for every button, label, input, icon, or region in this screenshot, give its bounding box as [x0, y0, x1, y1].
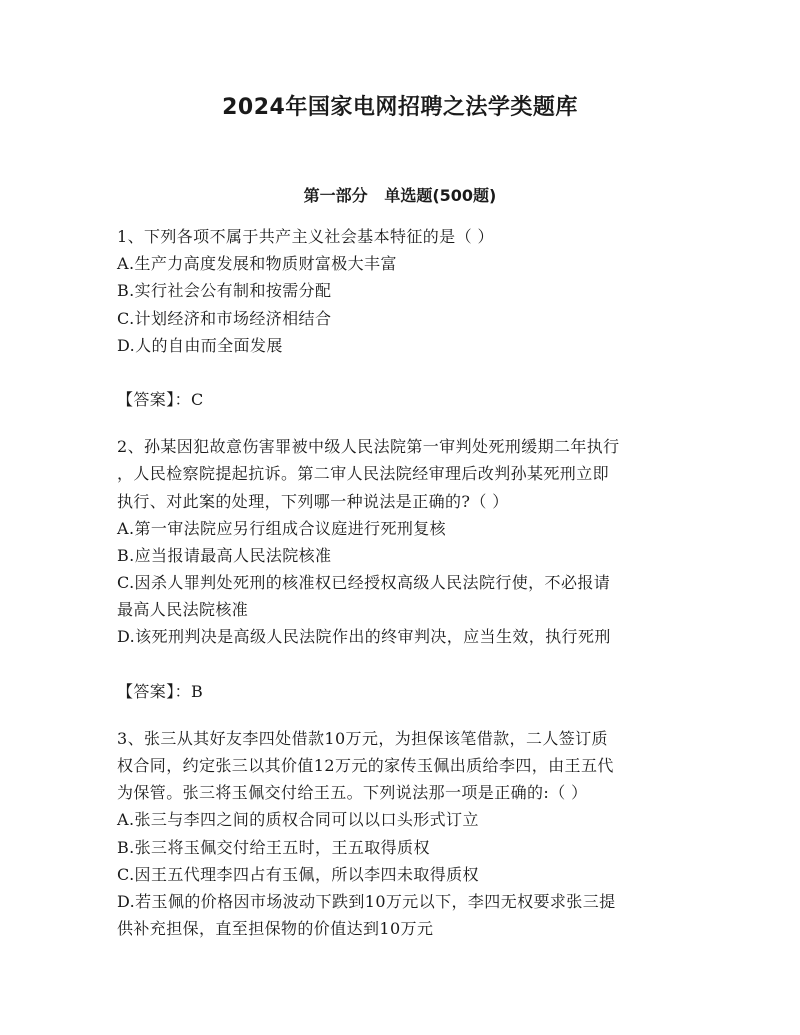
option-c: C.因杀人罪判处死刑的核准权已经授权高级人民法院行使，不必报请 — [117, 573, 611, 593]
option-c: C.计划经济和市场经济相结合 — [117, 308, 332, 328]
question-2 — [117, 433, 683, 725]
question-stem-line: 3、张三从其好友李四处借款10万元，为担保该笔借款，二人签订质 — [117, 728, 608, 748]
question-1 — [117, 223, 683, 433]
question-stem-line: 1、下列各项不属于共产主义社会基本特征的是（ ） — [117, 227, 494, 246]
option-c: C.因王五代理李四占有玉佩，所以李四未取得质权 — [117, 864, 479, 884]
question-stem-line: 执行、对此案的处理，下列哪一种说法是正确的?（ ） — [117, 491, 509, 511]
option-a: A.第一审法院应另行组成合议庭进行死刑复核 — [117, 518, 447, 538]
question-stem-line: ，人民检察院提起抗诉。第二审人民法院经审理后改判孙某死刑立即 — [117, 464, 610, 484]
option-a: A.生产力高度发展和物质财富极大丰富 — [117, 254, 397, 274]
question-list — [117, 223, 683, 942]
answer-label: 【答案】：C — [117, 389, 204, 409]
page-title: 2024年国家电网招聘之法学类题库 — [222, 95, 578, 120]
option-b: B.应当报请最高人民法院核准 — [117, 545, 332, 565]
option-b: B.张三将玉佩交付给王五时，王五取得质权 — [117, 837, 430, 857]
question-3 — [117, 725, 683, 943]
option-b: B.实行社会公有制和按需分配 — [117, 281, 332, 301]
spacer — [117, 359, 683, 386]
answer-label: 【答案】：B — [117, 681, 204, 701]
option-d: D.人的自由而全面发展 — [117, 335, 283, 355]
option-a: A.张三与李四之间的质权合同可以以口头形式订立 — [117, 810, 479, 830]
spacer — [117, 705, 683, 725]
question-stem-line: 为保管。张三将玉佩交付给王五。下列说法那一项是正确的:（ ） — [117, 783, 588, 803]
spacer — [117, 413, 683, 433]
spacer — [117, 651, 683, 678]
section-title: 第一部分 单选题(500题) — [303, 186, 497, 205]
option-d: D.该死刑判决是高级人民法院作出的终审判决，应当生效，执行死刑 — [117, 627, 611, 647]
question-stem-line: 权合同，约定张三以其价值12万元的家传玉佩出质给李四，由王五代 — [117, 756, 614, 775]
question-stem-line: 2、孙某因犯故意伤害罪被中级人民法院第一审判处死刑缓期二年执行 — [117, 437, 620, 457]
option-c-continued: 最高人民法院核准 — [117, 600, 249, 620]
option-d-continued: 供补充担保，直至担保物的价值达到10万元 — [117, 919, 434, 939]
option-d: D.若玉佩的价格因市场波动下跌到10万元以下，李四无权要求张三提 — [117, 891, 616, 911]
